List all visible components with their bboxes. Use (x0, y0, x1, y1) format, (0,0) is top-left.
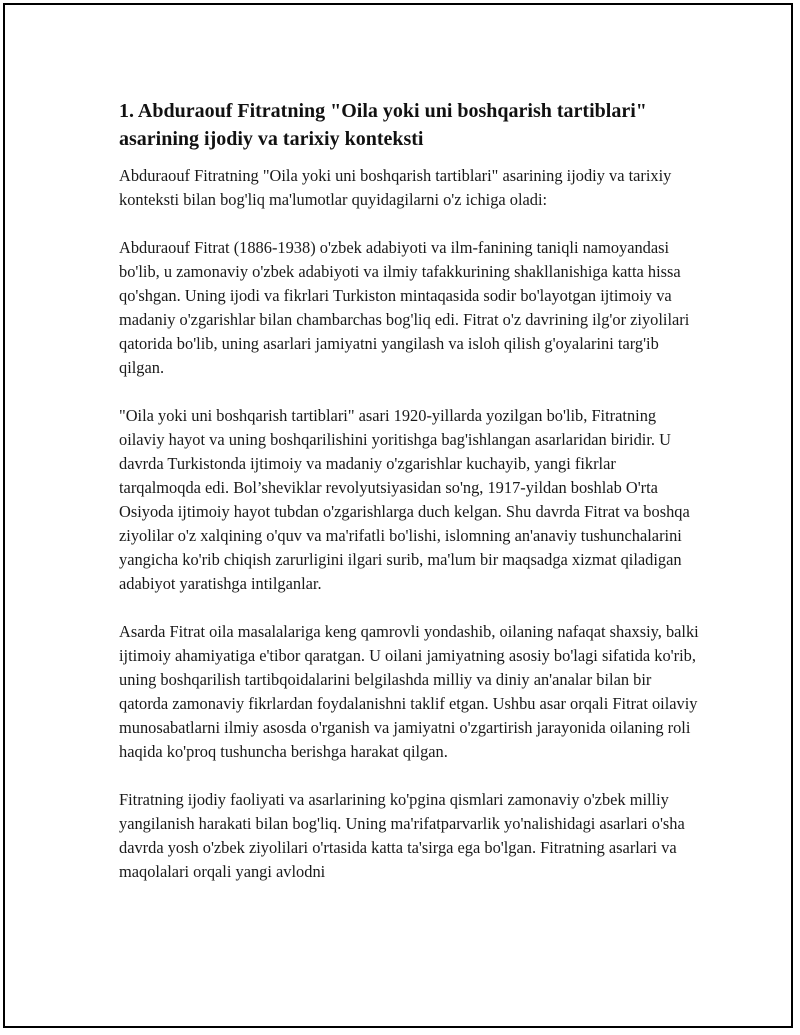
paragraph-influence: Fitratning ijodiy faoliyati va asarlarining ko'pgina qismlari zamonaviy o'zbek milliy yangilanish harakati bilan bog'liq. Uning ma'rifatparvarlik yo'nalishidagi asarlari o'sha davrda yosh o'zbek ziyolilari o'rtasida katta ta'sirga ega bo'lgan. Fitratning asarlari va maqolalari orqali yangi avlodni (119, 790, 685, 881)
paragraph-biography: Abduraouf Fitrat (1886-1938) o'zbek adabiyoti va ilm-fanining taniqli namoyandasi bo'lib, u zamonaviy o'zbek adabiyoti va ilmiy tafakkurining shakllanishiga katta hissa qo'shgan. Uning ijodi va fikrlari Turkiston mintaqasida sodir bo'layotgan ijtimoiy va madaniy o'zgarishlar bilan chambarchas bog'liq edi. Fitrat o'z davrining ilg'or ziyolilari qatorida bo'lib, uning asarlari jamiyatni yangilash va isloh qilish g'oyalarini targ'ib qilgan. (119, 238, 690, 377)
paragraph-historical-context: "Oila yoki uni boshqarish tartiblari" asari 1920-yillarda yozilgan bo'lib, Fitratning oilaviy hayot va uning boshqarilishini yoritishga bag'ishlangan asarlaridan biridir. U davrda Turkistonda ijtimoiy va madaniy o'zgarishlar kuchayib, yangi fikrlar tarqalmoqda edi. Bol’sheviklar revolyutsiyasidan so'ng, 1917-yildan boshlab O'rta Osiyoda ijtimoiy hayot tubdan o'zgarishlarga duch kelgan. Shu davrda Fitrat va boshqa ziyolilar o'z xalqining o'quv va ma'rifatli bo'lishi, islomning an'anaviy tushunchalarini yangicha ko'rib chiqish zarurligini ilgari surib, ma'lum bir maqsadga xizmat qiladigan adabiyot yaratishga intilganlar. (119, 406, 690, 593)
paragraph-family-themes: Asarda Fitrat oila masalalariga keng qamrovli yondashib, oilaning nafaqat shaxsiy, balki ijtimoiy ahamiyatiga e'tibor qaratgan. U oilani jamiyatning asosiy bo'lagi sifatida ko'rib, uning boshqarilish tartibqoidalarini belgilashda milliy va diniy an'analar bilan bir qatorda zamonaviy fikrlardan foydalanishni taklif etgan. Ushbu asar orqali Fitrat oilaviy munosabatlarni ilmiy asosda o'rganish va jamiyatni o'zgartirish jarayonida oilaning roli haqida ko'proq tushuncha berishga harakat qilgan. (119, 622, 699, 761)
paragraph-intro: Abduraouf Fitratning "Oila yoki uni boshqarish tartiblari" asarining ijodiy va tarixiy konteksti bilan bog'liq ma'lumotlar quyidagilarni o'z ichiga oladi: (119, 166, 672, 209)
document-page (3, 3, 793, 1028)
document-body (119, 97, 699, 908)
section-heading: 1. Abduraouf Fitratning "Oila yoki uni boshqarish tartiblari" asarining ijodiy va tarixiy konteksti (119, 100, 647, 150)
